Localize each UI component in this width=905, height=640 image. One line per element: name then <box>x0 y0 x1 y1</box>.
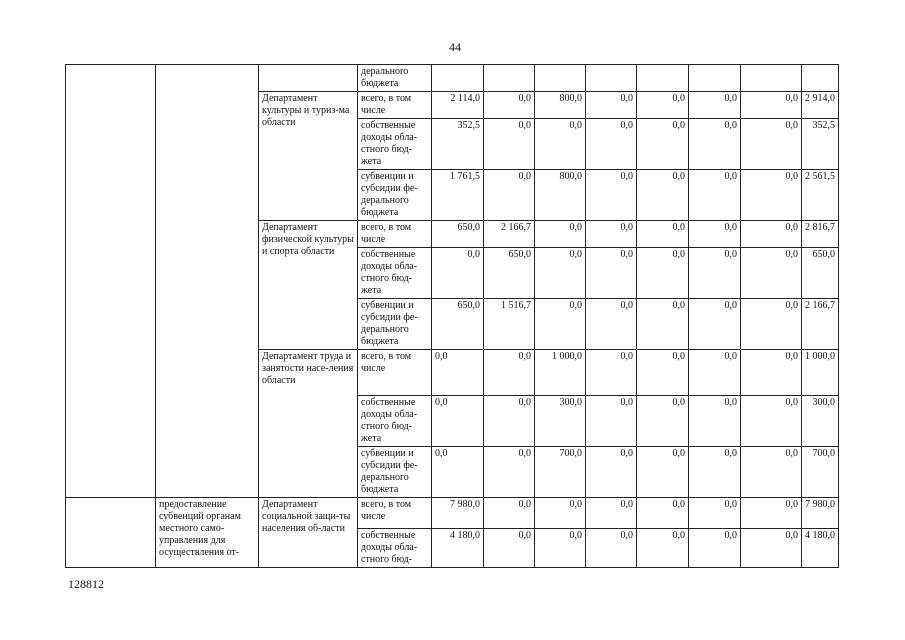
blank-cell <box>66 498 156 568</box>
value-cell: 0,0 <box>637 248 689 299</box>
value-cell: 0,0 <box>484 447 535 498</box>
value-cell: 0,0 <box>689 221 741 248</box>
value-cell: 0,0 <box>535 248 586 299</box>
value-cell: 4 180,0 <box>432 529 484 568</box>
funding-type-cell: собственные доходы обла-стного бюд-жета <box>358 119 432 170</box>
value-cell: 700,0 <box>535 447 586 498</box>
value-cell: 0,0 <box>484 529 535 568</box>
value-cell: 2 914,0 <box>802 92 839 119</box>
page-number: 44 <box>449 40 461 54</box>
value-cell: 0,0 <box>637 350 689 396</box>
value-cell: 0,0 <box>586 498 637 529</box>
value-cell: 0,0 <box>432 248 484 299</box>
funding-type-cell: всего, в том числе <box>358 350 432 396</box>
value-cell <box>535 65 586 92</box>
value-cell: 0,0 <box>741 350 802 396</box>
value-cell: 650,0 <box>802 248 839 299</box>
value-cell: 0,0 <box>637 447 689 498</box>
funding-type-cell: субвенции и субсидии фе-дерального бюджета <box>358 447 432 498</box>
value-cell: 0,0 <box>637 299 689 350</box>
value-cell: 1 000,0 <box>535 350 586 396</box>
value-cell <box>689 65 741 92</box>
value-cell: 7 980,0 <box>432 498 484 529</box>
value-cell: 0,0 <box>586 119 637 170</box>
value-cell: 0,0 <box>637 221 689 248</box>
value-cell: 0,0 <box>741 447 802 498</box>
value-cell: 0,0 <box>741 498 802 529</box>
blank-cell <box>156 65 259 498</box>
value-cell <box>802 65 839 92</box>
value-cell: 0,0 <box>689 119 741 170</box>
value-cell: 4 180,0 <box>802 529 839 568</box>
value-cell: 0,0 <box>637 92 689 119</box>
value-cell: 650,0 <box>484 248 535 299</box>
value-cell: 0,0 <box>637 170 689 221</box>
table-row <box>66 65 839 92</box>
value-cell: 2 166,7 <box>484 221 535 248</box>
funding-type-cell: собственные доходы обла-стного бюд-жета <box>358 396 432 447</box>
value-cell: 0,0 <box>586 170 637 221</box>
value-cell: 0,0 <box>689 396 741 447</box>
value-cell: 0,0 <box>535 299 586 350</box>
value-cell: 300,0 <box>802 396 839 447</box>
value-cell: 0,0 <box>432 396 484 447</box>
department-cell: Департамент культуры и туриз-ма области <box>259 92 358 221</box>
value-cell: 0,0 <box>586 447 637 498</box>
funding-type-cell: собственные доходы обла-стного бюд-жета <box>358 248 432 299</box>
value-cell: 0,0 <box>484 92 535 119</box>
value-cell: 0,0 <box>637 396 689 447</box>
funding-type-cell: всего, в том числе <box>358 221 432 248</box>
value-cell: 2 114,0 <box>432 92 484 119</box>
value-cell: 1 000,0 <box>802 350 839 396</box>
value-cell: 0,0 <box>741 170 802 221</box>
blank-cell <box>259 65 358 92</box>
funding-type-cell: субвенции и субсидии фе-дерального бюджета <box>358 299 432 350</box>
value-cell: 0,0 <box>689 170 741 221</box>
value-cell <box>637 65 689 92</box>
value-cell: 0,0 <box>484 170 535 221</box>
value-cell: 0,0 <box>689 92 741 119</box>
value-cell: 800,0 <box>535 170 586 221</box>
value-cell: 2 166,7 <box>802 299 839 350</box>
funding-type-cell: собственные доходы обла-стного бюд- <box>358 529 432 568</box>
value-cell: 0,0 <box>637 529 689 568</box>
value-cell: 650,0 <box>432 221 484 248</box>
value-cell: 0,0 <box>637 119 689 170</box>
value-cell: 0,0 <box>689 248 741 299</box>
value-cell: 0,0 <box>689 529 741 568</box>
value-cell: 300,0 <box>535 396 586 447</box>
blank-cell <box>66 65 156 498</box>
funding-type-cell: субвенции и субсидии фе-дерального бюджета <box>358 170 432 221</box>
value-cell: 0,0 <box>432 447 484 498</box>
value-cell: 0,0 <box>741 92 802 119</box>
document-id: 128812 <box>68 577 104 591</box>
value-cell: 0,0 <box>535 221 586 248</box>
department-cell: Департамент физической культуры и спорта области <box>259 221 358 350</box>
value-cell: 0,0 <box>586 221 637 248</box>
value-cell: 800,0 <box>535 92 586 119</box>
department-cell: Департамент труда и занятости насе-ления области <box>259 350 358 498</box>
value-cell: 7 980,0 <box>802 498 839 529</box>
department-cell: Департамент социальной защи-ты населения об-ласти <box>259 498 358 568</box>
budget-table <box>65 64 839 568</box>
value-cell: 0,0 <box>741 248 802 299</box>
value-cell: 1 516,7 <box>484 299 535 350</box>
value-cell: 0,0 <box>535 529 586 568</box>
value-cell: 0,0 <box>484 119 535 170</box>
value-cell: 0,0 <box>689 350 741 396</box>
value-cell: 1 761,5 <box>432 170 484 221</box>
funding-type-cell: всего, в том числе <box>358 498 432 529</box>
value-cell: 0,0 <box>586 299 637 350</box>
value-cell: 0,0 <box>741 221 802 248</box>
value-cell: 0,0 <box>586 248 637 299</box>
value-cell: 0,0 <box>484 396 535 447</box>
value-cell: 0,0 <box>689 299 741 350</box>
value-cell: 0,0 <box>432 350 484 396</box>
value-cell <box>484 65 535 92</box>
value-cell: 352,5 <box>432 119 484 170</box>
value-cell: 650,0 <box>432 299 484 350</box>
value-cell <box>586 65 637 92</box>
value-cell: 0,0 <box>741 396 802 447</box>
value-cell: 0,0 <box>689 498 741 529</box>
value-cell: 0,0 <box>586 396 637 447</box>
value-cell: 0,0 <box>689 447 741 498</box>
value-cell: 0,0 <box>535 498 586 529</box>
value-cell <box>432 65 484 92</box>
value-cell: 2 816,7 <box>802 221 839 248</box>
value-cell: 0,0 <box>741 299 802 350</box>
measure-cell: предоставление субвенций органам местного само-управления для осуществления от- <box>156 498 259 568</box>
funding-type-cell: деральноro бюджета <box>358 65 432 92</box>
value-cell <box>741 65 802 92</box>
table-row <box>66 498 839 529</box>
funding-type-cell: всего, в том числе <box>358 92 432 119</box>
value-cell: 0,0 <box>586 92 637 119</box>
value-cell: 0,0 <box>637 498 689 529</box>
value-cell: 0,0 <box>586 350 637 396</box>
value-cell: 0,0 <box>586 529 637 568</box>
value-cell: 0,0 <box>535 119 586 170</box>
value-cell: 700,0 <box>802 447 839 498</box>
value-cell: 352,5 <box>802 119 839 170</box>
value-cell: 0,0 <box>484 350 535 396</box>
value-cell: 2 561,5 <box>802 170 839 221</box>
value-cell: 0,0 <box>741 529 802 568</box>
value-cell: 0,0 <box>741 119 802 170</box>
value-cell: 0,0 <box>484 498 535 529</box>
